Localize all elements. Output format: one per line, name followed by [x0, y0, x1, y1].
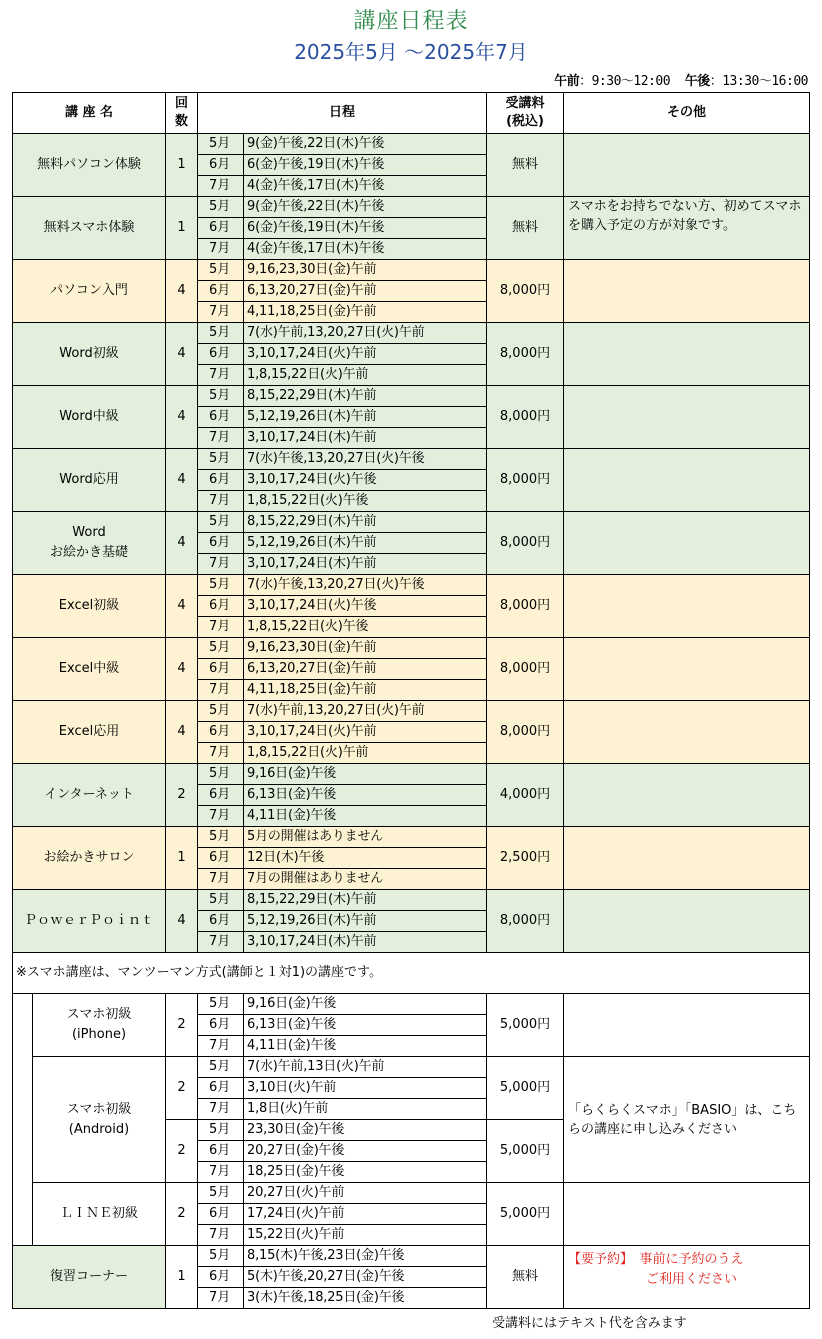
- month-label: 5月: [198, 827, 244, 848]
- month-label: 7月: [198, 1162, 244, 1183]
- course-count: 2: [166, 1120, 198, 1183]
- pm-time: ：13:30～16:00: [709, 74, 808, 89]
- course-fee: 無料: [487, 1246, 564, 1309]
- month-label: 5月: [198, 449, 244, 470]
- course-fee: 8,000円: [487, 575, 564, 638]
- header-fee: 受講料 (税込): [487, 93, 564, 134]
- month-label: 6月: [198, 659, 244, 680]
- course-name: Excel中級: [13, 638, 166, 701]
- header-schedule: 日程: [198, 93, 487, 134]
- schedule-dates: 8,15,22,29日(木)午前: [244, 386, 487, 407]
- table-row: [13, 323, 810, 344]
- month-label: 5月: [198, 764, 244, 785]
- course-name: ＰｏｗｅｒＰｏｉｎｔ: [13, 890, 166, 953]
- course-name: Word応用: [13, 449, 166, 512]
- schedule-dates: 5月の開催はありません: [244, 827, 487, 848]
- course-fee: 2,500円: [487, 827, 564, 890]
- course-count: 2: [166, 1183, 198, 1246]
- month-label: 5月: [198, 994, 244, 1015]
- month-label: 7月: [198, 554, 244, 575]
- schedule-dates: 3,10,17,24日(火)午前: [244, 722, 487, 743]
- course-count: 4: [166, 512, 198, 575]
- month-label: 7月: [198, 617, 244, 638]
- schedule-dates: 9(金)午後,22日(木)午後: [244, 197, 487, 218]
- schedule-dates: 6,13日(金)午後: [244, 1015, 487, 1036]
- course-count: 4: [166, 449, 198, 512]
- schedule-dates: 3,10,17,24日(火)午後: [244, 470, 487, 491]
- month-label: 7月: [198, 176, 244, 197]
- table-row: [13, 1246, 810, 1267]
- month-label: 5月: [198, 1183, 244, 1204]
- schedule-dates: 3,10日(火)午前: [244, 1078, 487, 1099]
- month-label: 7月: [198, 428, 244, 449]
- schedule-dates: 9,16,23,30日(金)午前: [244, 638, 487, 659]
- schedule-dates: 6(金)午後,19日(木)午後: [244, 218, 487, 239]
- month-label: 7月: [198, 365, 244, 386]
- schedule-dates: 1,8,15,22日(火)午前: [244, 743, 487, 764]
- table-row: [13, 134, 810, 155]
- course-fee: 5,000円: [487, 1120, 564, 1183]
- course-other: 「らくらくスマホ」「BASIO」は、こちらの講座に申し込みください: [564, 1057, 810, 1183]
- schedule-dates: 4,11,18,25日(金)午前: [244, 302, 487, 323]
- month-label: 5月: [198, 1120, 244, 1141]
- course-name: 復習コーナー: [13, 1246, 166, 1309]
- schedule-dates: 3,10,17,24日(木)午前: [244, 932, 487, 953]
- indent-cell: [13, 994, 33, 1246]
- course-name: Excel応用: [13, 701, 166, 764]
- month-label: 6月: [198, 281, 244, 302]
- schedule-dates: 7(水)午前,13日(火)午前: [244, 1057, 487, 1078]
- course-count: 1: [166, 1246, 198, 1309]
- course-fee: 無料: [487, 197, 564, 260]
- am-label: 午前: [554, 74, 580, 89]
- month-label: 6月: [198, 218, 244, 239]
- course-other: [564, 134, 810, 197]
- course-count: 4: [166, 638, 198, 701]
- schedule-dates: 4(金)午後,17日(木)午後: [244, 239, 487, 260]
- table-row: [13, 701, 810, 722]
- course-count: 2: [166, 1057, 198, 1120]
- schedule-dates: 1,8,15,22日(火)午後: [244, 491, 487, 512]
- month-label: 7月: [198, 1099, 244, 1120]
- schedule-dates: 3,10,17,24日(火)午後: [244, 596, 487, 617]
- schedule-dates: 3(木)午後,18,25日(金)午後: [244, 1288, 487, 1309]
- month-label: 6月: [198, 785, 244, 806]
- course-name: Word お絵かき基礎: [13, 512, 166, 575]
- schedule-dates: 7(水)午前,13,20,27日(火)午前: [244, 323, 487, 344]
- month-label: 7月: [198, 680, 244, 701]
- schedule-dates: 3,10,17,24日(木)午前: [244, 554, 487, 575]
- month-label: 7月: [198, 1288, 244, 1309]
- table-row: [13, 1057, 810, 1078]
- course-count: 2: [166, 994, 198, 1057]
- reservation-note: 【要予約】 事前に予約のうえ ご利用ください: [564, 1246, 810, 1309]
- course-name: ＬＩＮＥ初級: [33, 1183, 166, 1246]
- course-fee: 8,000円: [487, 701, 564, 764]
- schedule-dates: 4,11日(金)午後: [244, 1036, 487, 1057]
- month-label: 6月: [198, 911, 244, 932]
- class-hours: [554, 70, 808, 89]
- schedule-dates: 4,11日(金)午後: [244, 806, 487, 827]
- smartphone-note-row: [13, 953, 810, 994]
- table-row: [13, 1183, 810, 1204]
- month-label: 6月: [198, 533, 244, 554]
- header-other: その他: [564, 93, 810, 134]
- table-row: [13, 512, 810, 533]
- month-label: 6月: [198, 848, 244, 869]
- schedule-dates: 5,12,19,26日(木)午前: [244, 911, 487, 932]
- month-label: 7月: [198, 1225, 244, 1246]
- month-label: 5月: [198, 638, 244, 659]
- course-count: 4: [166, 386, 198, 449]
- table-row: [13, 575, 810, 596]
- course-fee: 8,000円: [487, 323, 564, 386]
- course-fee: 5,000円: [487, 1183, 564, 1246]
- schedule-dates: 17,24日(火)午前: [244, 1204, 487, 1225]
- month-label: 6月: [198, 155, 244, 176]
- course-fee: 無料: [487, 134, 564, 197]
- course-count: 4: [166, 890, 198, 953]
- schedule-dates: 23,30日(金)午後: [244, 1120, 487, 1141]
- course-name: Word中級: [13, 386, 166, 449]
- table-row: [13, 994, 810, 1015]
- schedule-dates: 18,25日(金)午後: [244, 1162, 487, 1183]
- schedule-dates: 9,16,23,30日(金)午前: [244, 260, 487, 281]
- course-other: スマホをお持ちでない方、初めてスマホを購入予定の方が対象です。: [564, 197, 810, 260]
- course-name: Excel初級: [13, 575, 166, 638]
- course-name: お絵かきサロン: [13, 827, 166, 890]
- month-label: 6月: [198, 1078, 244, 1099]
- table-row: [13, 197, 810, 218]
- month-label: 6月: [198, 596, 244, 617]
- course-name: インターネット: [13, 764, 166, 827]
- table-header-row: [13, 93, 810, 134]
- table-row: [13, 449, 810, 470]
- schedule-dates: 1,8日(火)午前: [244, 1099, 487, 1120]
- month-label: 7月: [198, 869, 244, 890]
- course-count: 1: [166, 197, 198, 260]
- course-fee: 8,000円: [487, 449, 564, 512]
- schedule-dates: 3,10,17,24日(木)午前: [244, 428, 487, 449]
- schedule-dates: 20,27日(火)午前: [244, 1183, 487, 1204]
- course-count: 4: [166, 575, 198, 638]
- schedule-dates: 8,15,22,29日(木)午前: [244, 890, 487, 911]
- month-label: 6月: [198, 1141, 244, 1162]
- table-row: [13, 386, 810, 407]
- schedule-dates: 12日(木)午後: [244, 848, 487, 869]
- course-count: 1: [166, 134, 198, 197]
- course-other: [564, 386, 810, 449]
- course-other: [564, 764, 810, 827]
- course-other: [564, 638, 810, 701]
- month-label: 5月: [198, 701, 244, 722]
- month-label: 5月: [198, 890, 244, 911]
- schedule-dates: 20,27日(金)午後: [244, 1141, 487, 1162]
- month-label: 7月: [198, 239, 244, 260]
- schedule-dates: 8,15,22,29日(木)午前: [244, 512, 487, 533]
- month-label: 7月: [198, 491, 244, 512]
- schedule-dates: 6(金)午後,19日(木)午後: [244, 155, 487, 176]
- schedule-dates: 6,13,20,27日(金)午前: [244, 659, 487, 680]
- schedule-dates: 1,8,15,22日(火)午後: [244, 617, 487, 638]
- course-fee: 4,000円: [487, 764, 564, 827]
- month-label: 5月: [198, 323, 244, 344]
- course-other: [564, 512, 810, 575]
- table-row: [13, 638, 810, 659]
- course-other: [564, 323, 810, 386]
- course-count: 2: [166, 764, 198, 827]
- month-label: 7月: [198, 806, 244, 827]
- month-label: 5月: [198, 197, 244, 218]
- smartphone-note: ※スマホ講座は、マンツーマン方式(講師と１対1)の講座です。: [13, 953, 810, 994]
- course-fee: 8,000円: [487, 512, 564, 575]
- schedule-dates: 4(金)午後,17日(木)午後: [244, 176, 487, 197]
- course-name: スマホ初級 (Android): [33, 1057, 166, 1183]
- course-count: 1: [166, 827, 198, 890]
- course-other: [564, 260, 810, 323]
- course-other: [564, 701, 810, 764]
- month-label: 7月: [198, 1036, 244, 1057]
- table-row: [13, 890, 810, 911]
- schedule-dates: 7(水)午前,13,20,27日(火)午前: [244, 701, 487, 722]
- month-label: 5月: [198, 1246, 244, 1267]
- page-title: 講座日程表: [353, 9, 469, 34]
- course-fee: 8,000円: [487, 386, 564, 449]
- page-subtitle: 2025年5月 ～2025年7月: [294, 40, 528, 64]
- schedule-dates: 9,16日(金)午後: [244, 764, 487, 785]
- header-count: 回 数: [166, 93, 198, 134]
- course-fee: 5,000円: [487, 1057, 564, 1120]
- course-other: [564, 1183, 810, 1246]
- table-row: [13, 827, 810, 848]
- month-label: 5月: [198, 260, 244, 281]
- header-course-name: 講 座 名: [13, 93, 166, 134]
- course-other: [564, 890, 810, 953]
- schedule-dates: 7(水)午後,13,20,27日(火)午後: [244, 449, 487, 470]
- course-name: Word初級: [13, 323, 166, 386]
- course-count: 4: [166, 260, 198, 323]
- schedule-dates: 7(水)午後,13,20,27日(火)午後: [244, 575, 487, 596]
- month-label: 6月: [198, 1015, 244, 1036]
- schedule-dates: 6,13日(金)午後: [244, 785, 487, 806]
- month-label: 5月: [198, 512, 244, 533]
- table-row: [13, 764, 810, 785]
- month-label: 5月: [198, 575, 244, 596]
- month-label: 5月: [198, 134, 244, 155]
- month-label: 6月: [198, 344, 244, 365]
- course-other: [564, 994, 810, 1057]
- month-label: 6月: [198, 407, 244, 428]
- schedule-dates: 5(木)午後,20,27日(金)午後: [244, 1267, 487, 1288]
- schedule-dates: 9(金)午後,22日(木)午後: [244, 134, 487, 155]
- course-name: パソコン入門: [13, 260, 166, 323]
- schedule-dates: 5,12,19,26日(木)午前: [244, 407, 487, 428]
- course-count: 4: [166, 701, 198, 764]
- course-fee: 8,000円: [487, 890, 564, 953]
- pm-label: 午後: [684, 74, 710, 89]
- schedule-table: [12, 92, 810, 1309]
- schedule-dates: 6,13,20,27日(金)午前: [244, 281, 487, 302]
- schedule-dates: 9,16日(金)午後: [244, 994, 487, 1015]
- footer-note: 受講料にはテキスト代を含みます: [492, 1316, 687, 1331]
- schedule-dates: 4,11,18,25日(金)午前: [244, 680, 487, 701]
- month-label: 7月: [198, 302, 244, 323]
- course-name: 無料スマホ体験: [13, 197, 166, 260]
- schedule-dates: 7月の開催はありません: [244, 869, 487, 890]
- month-label: 7月: [198, 743, 244, 764]
- course-other: [564, 575, 810, 638]
- course-fee: 5,000円: [487, 994, 564, 1057]
- table-row: [13, 260, 810, 281]
- schedule-dates: 3,10,17,24日(火)午前: [244, 344, 487, 365]
- month-label: 6月: [198, 470, 244, 491]
- course-other: [564, 827, 810, 890]
- month-label: 5月: [198, 386, 244, 407]
- course-other: [564, 449, 810, 512]
- course-fee: 8,000円: [487, 260, 564, 323]
- month-label: 6月: [198, 1204, 244, 1225]
- schedule-dates: 5,12,19,26日(木)午前: [244, 533, 487, 554]
- course-count: 4: [166, 323, 198, 386]
- schedule-dates: 1,8,15,22日(火)午前: [244, 365, 487, 386]
- course-fee: 8,000円: [487, 638, 564, 701]
- am-time: ：9:30～12:00: [579, 74, 671, 89]
- month-label: 5月: [198, 1057, 244, 1078]
- month-label: 6月: [198, 722, 244, 743]
- course-name: スマホ初級 (iPhone): [33, 994, 166, 1057]
- month-label: 7月: [198, 932, 244, 953]
- schedule-dates: 15,22日(火)午前: [244, 1225, 487, 1246]
- month-label: 6月: [198, 1267, 244, 1288]
- schedule-dates: 8,15(木)午後,23日(金)午後: [244, 1246, 487, 1267]
- course-name: 無料パソコン体験: [13, 134, 166, 197]
